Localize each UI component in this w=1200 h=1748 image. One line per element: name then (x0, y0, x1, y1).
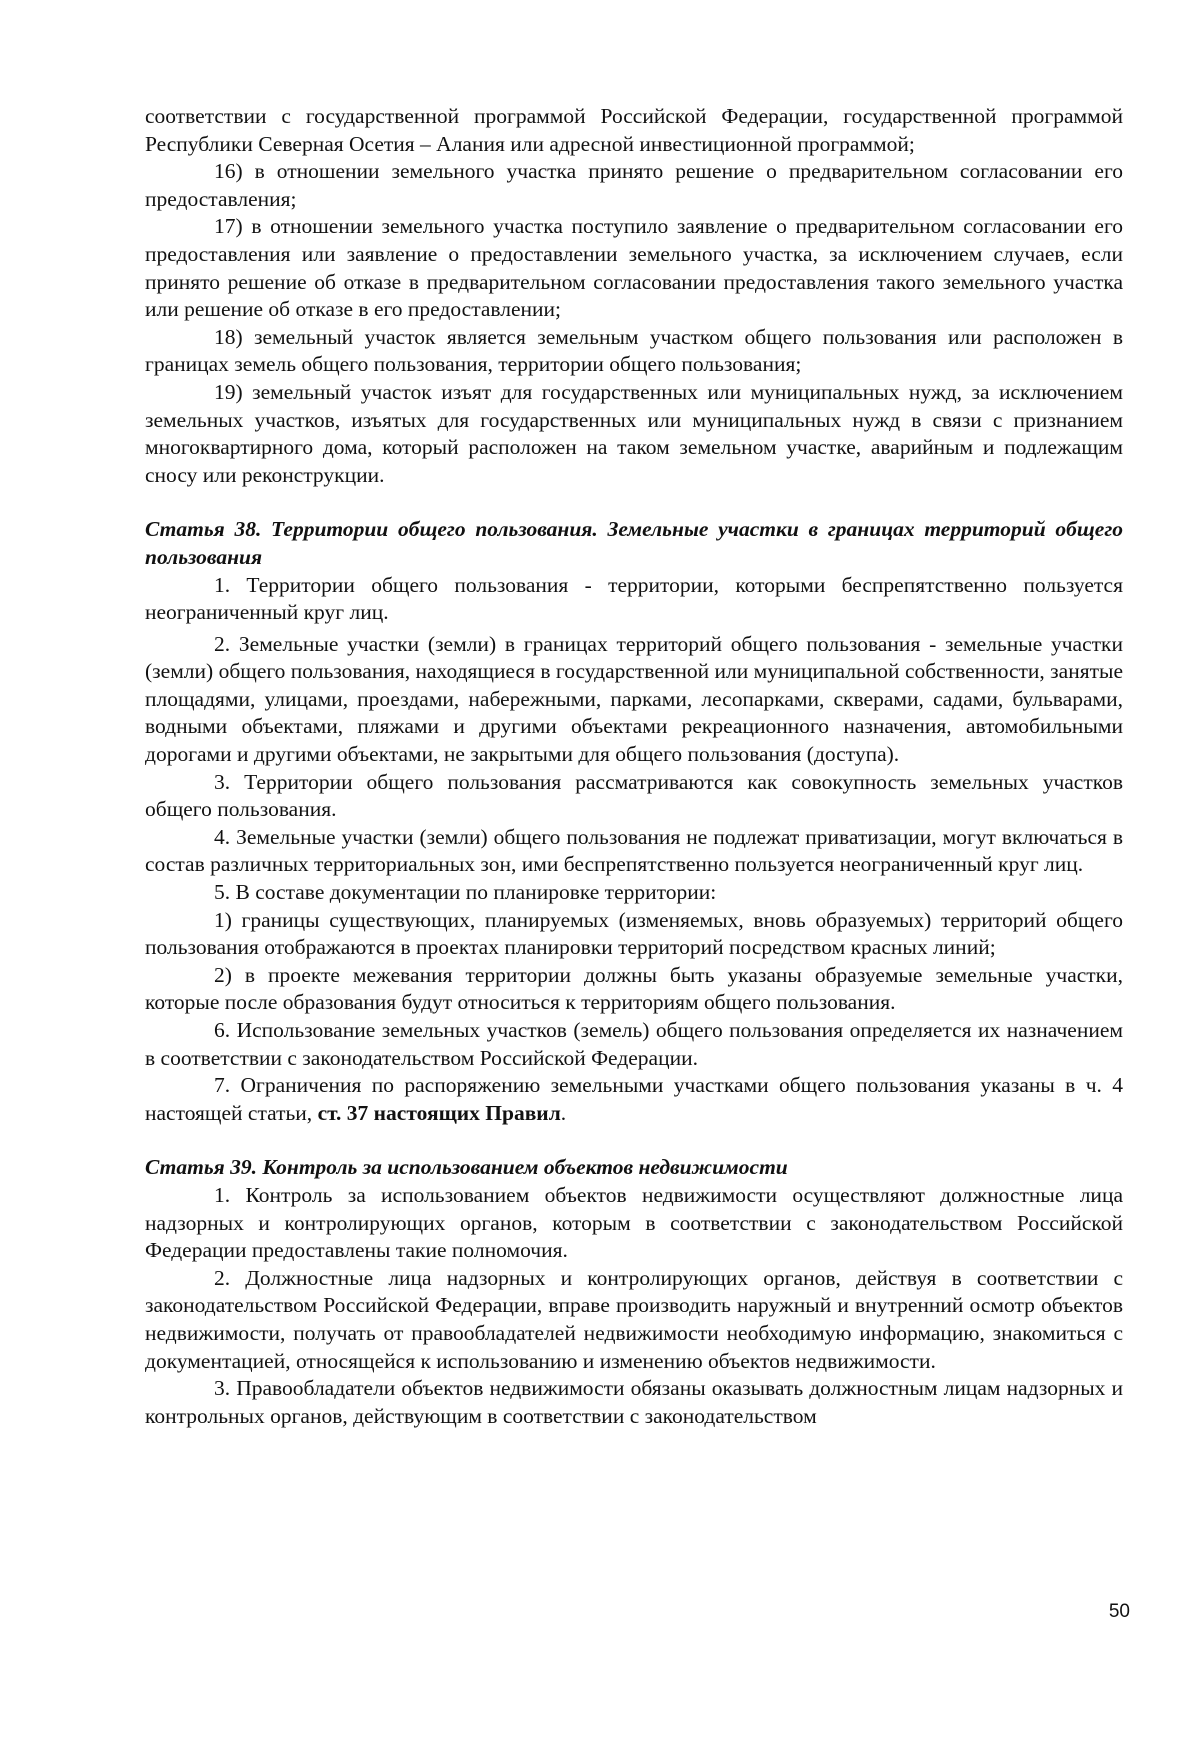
article-38-paragraph-4: 4. Земельные участки (земли) общего пользования не подлежат приватизации, могут включаться в состав различных территориальных зон, ими беспрепятственно пользуется неограниченный круг лиц. (145, 824, 1123, 877)
article-39-heading: Статья 39. Контроль за использованием объектов недвижимости (145, 1155, 788, 1180)
article-38-paragraph-7-text: 7. Ограничения по распоряжению земельными участками общего пользования указаны в ч. 4 настоящей статьи, (145, 1073, 1123, 1125)
article-39-paragraph-3: 3. Правообладатели объектов недвижимости обязаны оказывать должностным лицам надзорных и контрольных органов, действующим в соответствии с законодательством (145, 1376, 1123, 1428)
paragraph-item-17: 17) в отношении земельного участка поступило заявление о предварительном согласовании его предоставления или заявление о предоставлении земельного участка, за исключением случаев, если принято решение об отказе в предварительном согласовании предоставления такого земельного участка или решение об отказе в его предоставлении; (145, 214, 1123, 322)
paragraph-item-19: 19) земельный участок изъят для государственных или муниципальных нужд, за исключением земельных участков, изъятых для государственных или муниципальных нужд в связи с признанием многоквартирного дома, который расположен на таком земельном участке, аварийным и подлежащим сносу или реконструкции. (145, 379, 1123, 487)
section-gap (145, 1127, 1123, 1154)
article-38-paragraph-5: 5. В составе документации по планировке территории: (214, 880, 717, 905)
article-38-paragraph-1: 1. Территории общего пользования - территории, которыми беспрепятственно пользуется неограниченный круг лиц. (145, 572, 1123, 625)
article-38-paragraph-6: 6. Использование земельных участков (земель) общего пользования определяется их назначением в соответствии с законодательством Российской Федерации. (145, 1018, 1123, 1070)
article-38-paragraph-5-2: 2) в проекте межевания территории должны быть указаны образуемые земельные участки, которые после образования будут относиться к территориям общего пользования. (145, 962, 1123, 1015)
paragraph-intro-continuation: соответствии с государственной программой Российской Федерации, государственной программой Республики Северная Осетия – Алания или адресной инвестиционной программой; (145, 104, 1123, 156)
section-gap (145, 489, 1123, 516)
article-38-heading: Статья 38. Территории общего пользования. Земельные участки в границах территорий общего пользования (145, 517, 1123, 569)
paragraph-item-18: 18) земельный участок является земельным участком общего пользования или расположен в границах земель общего пользования, территории общего пользования; (145, 324, 1123, 377)
page-number: 50 (1108, 1601, 1130, 1622)
paragraph-item-16: 16) в отношении земельного участка принято решение о предварительном согласовании его предоставления; (145, 159, 1123, 211)
article-38-paragraph-7-reference: ст. 37 настоящих Правил (317, 1100, 561, 1125)
article-38-paragraph-3: 3. Территории общего пользования рассматриваются как совокупность земельных участков общего пользования. (145, 769, 1123, 822)
article-38-paragraph-7-end: . (560, 1100, 567, 1125)
article-38-paragraph-5-1: 1) границы существующих, планируемых (изменяемых, вновь образуемых) территорий общего пользования отображаются в проектах планировки территорий посредством красных линий; (145, 907, 1123, 960)
article-39-paragraph-1: 1. Контроль за использованием объектов недвижимости осуществляют должностные лица надзорных и контролирующих органов, которым в соответствии с законодательством Российской Федерации предоставлены такие полномочия. (145, 1182, 1123, 1263)
article-39-paragraph-2: 2. Должностные лица надзорных и контролирующих органов, действуя в соответствии с законодательством Российской Федерации, вправе производить наружный и внутренний осмотр объектов недвижимости, получать от правообладателей недвижимости необходимую информацию, знакомиться с документацией, относящейся к использованию и изменению объектов недвижимости. (145, 1265, 1123, 1373)
article-38-paragraph-2: 2. Земельные участки (земли) в границах территорий общего пользования - земельные участки (земли) общего пользования, находящиеся в государственной или муниципальной собственности, занятые площадями, улицами, проездами, набережными, парками, лесопарками, скверами, садами, бульварами, водными объектами, пляжами и другими объектами рекреационного назначения, автомобильными дорогами и другими объектами, не закрытыми для общего пользования (доступа). (145, 631, 1123, 767)
article-38-paragraph-7 (145, 1072, 1123, 1127)
document-page (145, 103, 1123, 1430)
